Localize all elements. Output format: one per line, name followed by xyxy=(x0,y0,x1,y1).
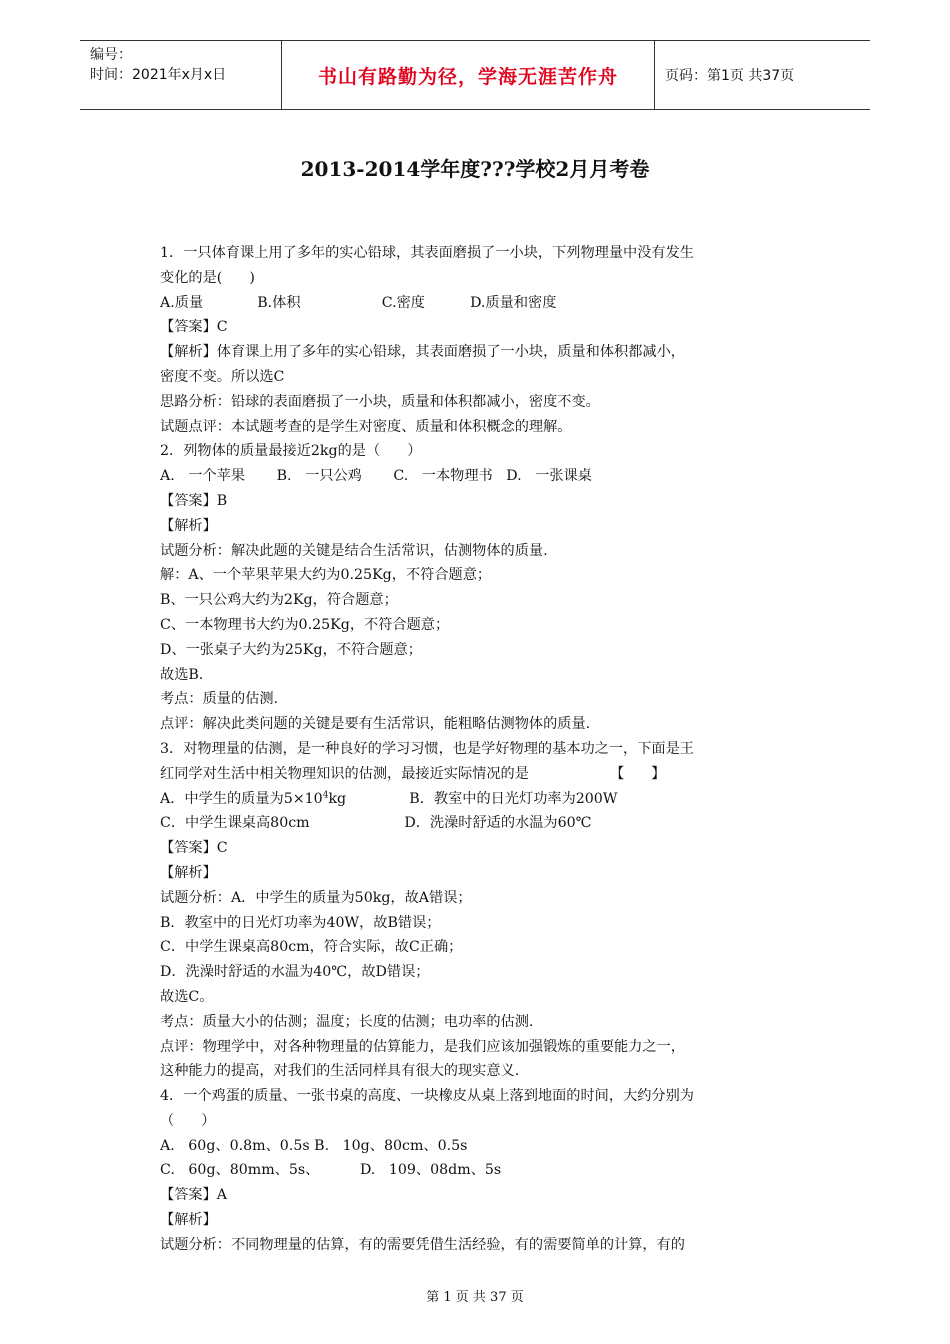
text-line: 1．一只体育课上用了多年的实心铅球，其表面磨损了一小块，下列物理量中没有发生 xyxy=(160,245,694,261)
page-footer: 第 1 页 共 37 页 xyxy=(426,1290,524,1305)
text-line: 2．列物体的质量最接近2kg的是（ ） xyxy=(160,443,422,460)
text-line: 【答案】B xyxy=(160,492,228,509)
code-label: 编号： xyxy=(90,47,132,63)
q3-option-a-exponent: 4 xyxy=(322,789,329,800)
text-line: 考点：质量的估测. xyxy=(160,691,279,708)
text-line: 密度不变。所以选C xyxy=(160,368,285,385)
text-line: 4．一个鸡蛋的质量、一张书桌的高度、一块橡皮从桌上落到地面的时间，大约分别为 xyxy=(160,1088,694,1105)
text-line: 【解析】体育课上用了多年的实心铅球，其表面磨损了一小块，质量和体积都减小， xyxy=(160,344,685,361)
text-line: 故选C。 xyxy=(160,988,214,1005)
text-line: 这种能力的提高，对我们的生活同样具有很大的现实意义. xyxy=(160,1063,520,1080)
text-line: 解：A、一个苹果苹果大约为0.25Kg，不符合题意； xyxy=(160,567,492,584)
q3-option-a-post: kg B．教室中的日光灯功率为200W xyxy=(328,790,618,807)
text-line: 试题分析：A．中学生的质量为50kg，故A错误； xyxy=(160,889,472,906)
text-line: 【解析】 xyxy=(160,517,217,534)
text-line: 变化的是( ) xyxy=(160,269,255,286)
date-label: 时间：2021年x月x日 xyxy=(90,67,227,83)
text-line: A.质量 B.体积 C.密度 D.质量和密度 xyxy=(160,294,557,311)
text-line: C、一本物理书大约为0.25Kg，不符合题意； xyxy=(160,616,450,633)
page-header xyxy=(80,40,870,110)
exam-content xyxy=(160,241,800,1258)
header-page-info: 页码：第1页 共37页 xyxy=(665,68,795,84)
text-line: 【答案】C xyxy=(160,840,228,857)
text-line: D、一张桌子大约为25Kg，不符合题意； xyxy=(160,641,422,658)
text-line: A. 60g、0.8m、0.5s B. 10g、80cm、0.5s xyxy=(160,1137,468,1154)
text-line: B、一只公鸡大约为2Kg，符合题意； xyxy=(160,592,398,609)
text-line: 点评：解决此类问题的关键是要有生活常识，能粗略估测物体的质量. xyxy=(160,716,591,733)
text-line: （ ） xyxy=(160,1112,216,1129)
text-line: 试题分析：解决此题的关键是结合生活常识，估测物体的质量. xyxy=(160,542,548,559)
text-line: 故选B. xyxy=(160,666,204,683)
text-line: 【答案】C xyxy=(160,319,228,336)
text-line: 红同学对生活中相关物理知识的估测，最接近实际情况的是 【 】 xyxy=(160,765,666,782)
text-line: B．教室中的日光灯功率为40W，故B错误； xyxy=(160,914,441,931)
text-line: C．中学生课桌高80cm D．洗澡时舒适的水温为60℃ xyxy=(160,815,592,832)
text-line: A. 一个苹果 B. 一只公鸡 C. 一本物理书 D. 一张课桌 xyxy=(160,468,592,485)
text-line: C．中学生课桌高80cm，符合实际，故C正确； xyxy=(160,939,463,956)
exam-title: 2013-2014学年度???学校2月月考卷 xyxy=(300,157,650,181)
text-line: 思路分析：铅球的表面磨损了一小块，质量和体积都减小，密度不变。 xyxy=(160,393,600,410)
text-line: 点评：物理学中，对各种物理量的估算能力，是我们应该加强锻炼的重要能力之一， xyxy=(160,1038,685,1055)
header-motto: 书山有路勤为径，学海无涯苦作舟 xyxy=(282,41,655,109)
text-line: 【解析】 xyxy=(160,864,217,881)
text-line: 3．对物理量的估测，是一种良好的学习习惯，也是学好物理的基本功之一，下面是王 xyxy=(160,740,694,757)
text-line: 试题点评：本试题考查的是学生对密度、质量和体积概念的理解。 xyxy=(160,418,572,435)
text-line: 【解析】 xyxy=(160,1212,217,1229)
text-line: 考点：质量大小的估测；温度；长度的估测；电功率的估测. xyxy=(160,1013,534,1030)
header-meta xyxy=(80,41,282,109)
text-line: C. 60g、80mm、5s、 D. 109、08dm、5s xyxy=(160,1162,502,1179)
text-line xyxy=(160,787,800,812)
q3-option-a-pre: A．中学生的质量为5×10 xyxy=(160,790,323,807)
text-line: D．洗澡时舒适的水温为40℃，故D错误； xyxy=(160,964,430,981)
text-line: 试题分析：不同物理量的估算，有的需要凭借生活经验，有的需要简单的计算，有的 xyxy=(160,1236,685,1253)
text-line: 【答案】A xyxy=(160,1187,227,1204)
